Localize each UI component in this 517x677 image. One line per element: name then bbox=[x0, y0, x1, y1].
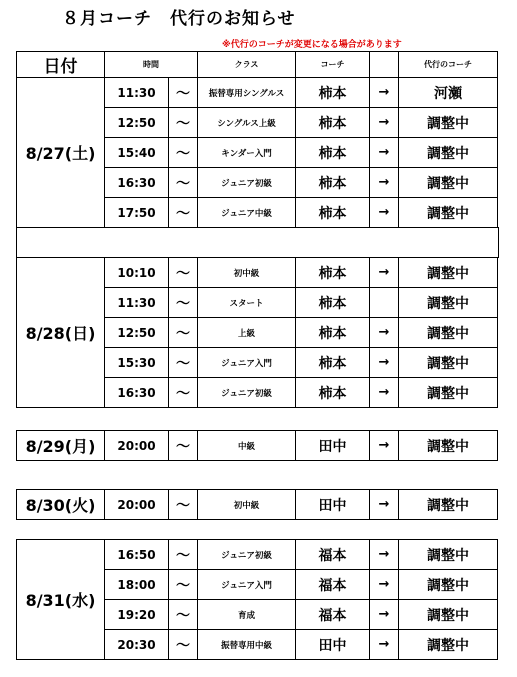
coach-cell: 柿本 bbox=[296, 108, 370, 138]
tilde-cell: ～ bbox=[169, 348, 198, 378]
coach-cell: 柿本 bbox=[296, 168, 370, 198]
class-cell: スタート bbox=[198, 288, 296, 318]
class-cell: ジュニア初級 bbox=[198, 540, 296, 570]
tilde-cell: ～ bbox=[169, 288, 198, 318]
substitute-cell: 調整中 bbox=[399, 540, 498, 570]
substitute-cell: 調整中 bbox=[399, 198, 498, 228]
date-cell: 8/28(日) bbox=[17, 258, 105, 408]
tilde-cell: ～ bbox=[169, 168, 198, 198]
header-coach: コーチ bbox=[296, 52, 370, 78]
coach-cell: 柿本 bbox=[296, 288, 370, 318]
arrow-cell: → bbox=[370, 490, 399, 520]
header-arrow-spacer bbox=[370, 52, 399, 78]
spacer-band bbox=[16, 227, 499, 258]
schedule-block-2 bbox=[16, 430, 498, 461]
substitute-cell: 調整中 bbox=[399, 490, 498, 520]
time-cell: 20:00 bbox=[105, 431, 169, 461]
arrow-cell: → bbox=[370, 258, 399, 288]
time-cell: 16:30 bbox=[105, 168, 169, 198]
time-cell: 20:30 bbox=[105, 630, 169, 660]
notice-text: ※代行のコーチが変更になる場合があります bbox=[222, 40, 402, 50]
coach-cell: 福本 bbox=[296, 600, 370, 630]
schedule-block-1 bbox=[16, 257, 498, 408]
substitute-cell: 調整中 bbox=[399, 600, 498, 630]
tilde-cell: ～ bbox=[169, 378, 198, 408]
schedule-block-4 bbox=[16, 539, 498, 660]
time-cell: 15:40 bbox=[105, 138, 169, 168]
class-cell: 初中級 bbox=[198, 490, 296, 520]
class-cell: 振替専用中級 bbox=[198, 630, 296, 660]
table-row bbox=[17, 540, 498, 570]
header-substitute: 代行のコーチ bbox=[399, 52, 498, 78]
header-time: 時間 bbox=[105, 52, 198, 78]
tilde-cell: ～ bbox=[169, 630, 198, 660]
tilde-cell: ～ bbox=[169, 258, 198, 288]
coach-cell: 柿本 bbox=[296, 258, 370, 288]
class-cell: 振替専用シングルス bbox=[198, 78, 296, 108]
time-cell: 11:30 bbox=[105, 288, 169, 318]
class-cell: 上級 bbox=[198, 318, 296, 348]
header-row bbox=[17, 52, 498, 78]
table-row bbox=[17, 258, 498, 288]
tilde-cell: ～ bbox=[169, 570, 198, 600]
schedule-block-0 bbox=[16, 51, 498, 228]
tilde-cell: ～ bbox=[169, 540, 198, 570]
time-cell: 15:30 bbox=[105, 348, 169, 378]
class-cell: ジュニア入門 bbox=[198, 348, 296, 378]
substitute-cell: 調整中 bbox=[399, 431, 498, 461]
arrow-cell: → bbox=[370, 431, 399, 461]
coach-cell: 福本 bbox=[296, 570, 370, 600]
arrow-cell: → bbox=[370, 138, 399, 168]
substitute-cell: 調整中 bbox=[399, 378, 498, 408]
arrow-cell: → bbox=[370, 198, 399, 228]
time-cell: 17:50 bbox=[105, 198, 169, 228]
time-cell: 20:00 bbox=[105, 490, 169, 520]
class-cell: 初中級 bbox=[198, 258, 296, 288]
class-cell: 中級 bbox=[198, 431, 296, 461]
tilde-cell: ～ bbox=[169, 138, 198, 168]
substitute-cell: 調整中 bbox=[399, 108, 498, 138]
substitute-cell: 河瀬 bbox=[399, 78, 498, 108]
spacer-cell bbox=[17, 227, 499, 257]
arrow-cell bbox=[370, 288, 399, 318]
arrow-cell: → bbox=[370, 378, 399, 408]
substitute-cell: 調整中 bbox=[399, 348, 498, 378]
arrow-cell: → bbox=[370, 570, 399, 600]
arrow-cell: → bbox=[370, 318, 399, 348]
substitute-cell: 調整中 bbox=[399, 258, 498, 288]
table-row bbox=[17, 431, 498, 461]
tilde-cell: ～ bbox=[169, 108, 198, 138]
coach-cell: 福本 bbox=[296, 540, 370, 570]
arrow-cell: → bbox=[370, 108, 399, 138]
coach-cell: 柿本 bbox=[296, 78, 370, 108]
table-row bbox=[17, 78, 498, 108]
time-cell: 16:50 bbox=[105, 540, 169, 570]
time-cell: 11:30 bbox=[105, 78, 169, 108]
class-cell: ジュニア入門 bbox=[198, 570, 296, 600]
time-cell: 16:30 bbox=[105, 378, 169, 408]
coach-cell: 柿本 bbox=[296, 348, 370, 378]
time-cell: 19:20 bbox=[105, 600, 169, 630]
header-date: 日付 bbox=[17, 52, 105, 78]
class-cell: ジュニア初級 bbox=[198, 378, 296, 408]
substitute-cell: 調整中 bbox=[399, 138, 498, 168]
date-cell: 8/31(水) bbox=[17, 540, 105, 660]
coach-cell: 柿本 bbox=[296, 378, 370, 408]
substitute-cell: 調整中 bbox=[399, 288, 498, 318]
date-cell: 8/30(火) bbox=[17, 490, 105, 520]
coach-cell: 柿本 bbox=[296, 318, 370, 348]
arrow-cell: → bbox=[370, 348, 399, 378]
substitute-cell: 調整中 bbox=[399, 168, 498, 198]
date-cell: 8/29(月) bbox=[17, 431, 105, 461]
tilde-cell: ～ bbox=[169, 318, 198, 348]
coach-cell: 柿本 bbox=[296, 198, 370, 228]
arrow-cell: → bbox=[370, 540, 399, 570]
page-title: ８月コーチ 代行のお知らせ bbox=[62, 9, 296, 29]
coach-cell: 柿本 bbox=[296, 138, 370, 168]
time-cell: 12:50 bbox=[105, 318, 169, 348]
class-cell: シングルス上級 bbox=[198, 108, 296, 138]
arrow-cell: → bbox=[370, 78, 399, 108]
arrow-cell: → bbox=[370, 630, 399, 660]
tilde-cell: ～ bbox=[169, 600, 198, 630]
date-cell: 8/27(土) bbox=[17, 78, 105, 228]
substitute-cell: 調整中 bbox=[399, 630, 498, 660]
tilde-cell: ～ bbox=[169, 490, 198, 520]
substitute-cell: 調整中 bbox=[399, 318, 498, 348]
tilde-cell: ～ bbox=[169, 198, 198, 228]
class-cell: キンダー入門 bbox=[198, 138, 296, 168]
schedule-block-3 bbox=[16, 489, 498, 520]
coach-cell: 田中 bbox=[296, 630, 370, 660]
arrow-cell: → bbox=[370, 168, 399, 198]
tilde-cell: ～ bbox=[169, 78, 198, 108]
time-cell: 18:00 bbox=[105, 570, 169, 600]
substitute-cell: 調整中 bbox=[399, 570, 498, 600]
table-row bbox=[17, 490, 498, 520]
arrow-cell: → bbox=[370, 600, 399, 630]
tilde-cell: ～ bbox=[169, 431, 198, 461]
time-cell: 10:10 bbox=[105, 258, 169, 288]
coach-cell: 田中 bbox=[296, 431, 370, 461]
time-cell: 12:50 bbox=[105, 108, 169, 138]
header-class: クラス bbox=[198, 52, 296, 78]
class-cell: ジュニア初級 bbox=[198, 168, 296, 198]
coach-cell: 田中 bbox=[296, 490, 370, 520]
class-cell: ジュニア中級 bbox=[198, 198, 296, 228]
class-cell: 育成 bbox=[198, 600, 296, 630]
